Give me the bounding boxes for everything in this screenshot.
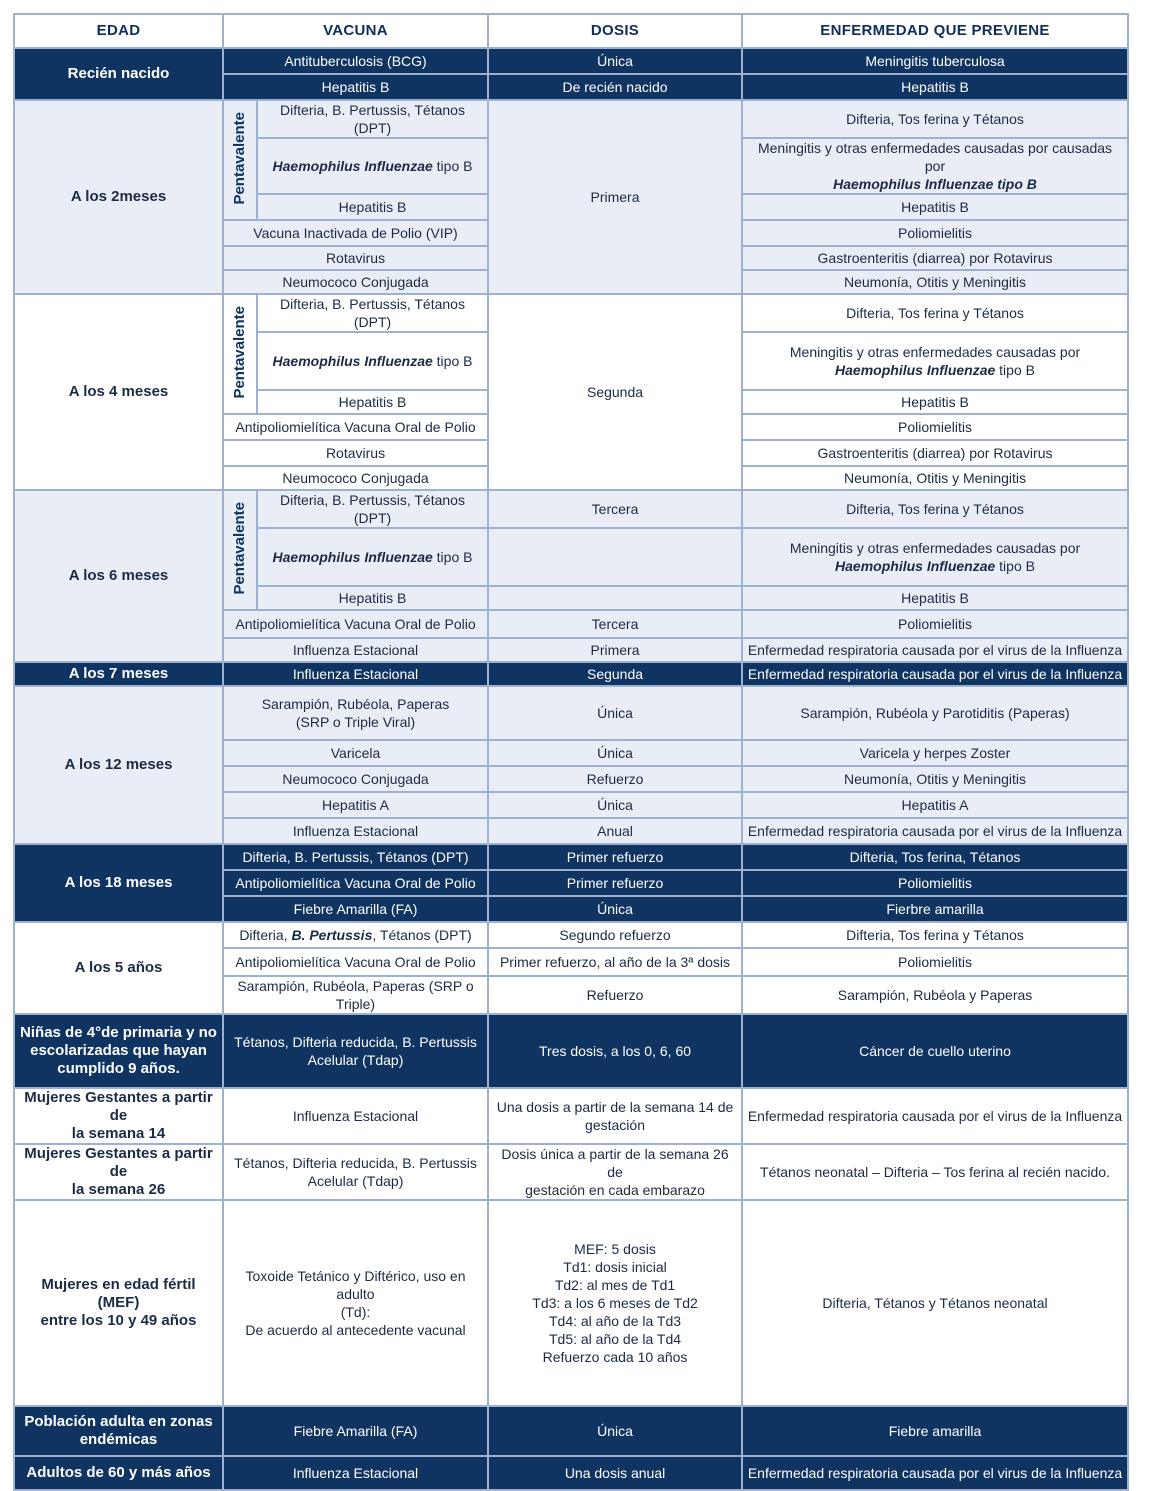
header-row <box>14 14 1128 48</box>
age-cell: Recién nacido <box>14 48 223 100</box>
vaccine-cell: Antipoliomielítica Vacuna Oral de Polio <box>223 414 488 440</box>
disease-cell: Hepatitis B <box>742 390 1128 414</box>
vaccine-cell: Fiebre Amarilla (FA) <box>223 1406 488 1456</box>
vaccine-cell: Tétanos, Difteria reducida, B. Pertussis Acelular (Tdap) <box>223 1144 488 1200</box>
disease-cell: Difteria, Tos ferina, Tétanos <box>742 844 1128 870</box>
table-row <box>14 100 1128 138</box>
disease-cell: Cáncer de cuello uterino <box>742 1014 1128 1088</box>
vaccine-cell: Neumococo Conjugada <box>223 466 488 490</box>
vaccine-cell: Influenza Estacional <box>223 638 488 662</box>
dose-cell: Refuerzo <box>488 976 742 1014</box>
dose-cell: Única <box>488 1406 742 1456</box>
pentavalente-label: Pentavalente <box>223 294 257 414</box>
table-row <box>14 922 1128 948</box>
vaccine-cell: Neumococo Conjugada <box>223 766 488 792</box>
disease-cell: Meningitis y otras enfermedades causadas por causadas por Haemophilus Influenzae tipo B <box>742 138 1128 194</box>
age-cell: A los 7 meses <box>14 662 223 686</box>
vaccine-cell: Influenza Estacional <box>223 1088 488 1144</box>
table-row <box>14 1406 1128 1456</box>
dose-cell: Dosis única a partir de la semana 26 de gestación en cada embarazo <box>488 1144 742 1200</box>
header-vacuna: VACUNA <box>223 14 488 48</box>
disease-cell: Enfermedad respiratoria causada por el virus de la Influenza <box>742 1456 1128 1490</box>
vaccine-cell: Vacuna Inactivada de Polio (VIP) <box>223 220 488 246</box>
vaccine-cell: Tétanos, Difteria reducida, B. Pertussis Acelular (Tdap) <box>223 1014 488 1088</box>
disease-cell: Neumonía, Otitis y Meningitis <box>742 270 1128 294</box>
vaccine-cell: Antipoliomielítica Vacuna Oral de Polio <box>223 870 488 896</box>
disease-cell: Enfermedad respiratoria causada por el virus de la Influenza <box>742 1088 1128 1144</box>
disease-cell: Meningitis tuberculosa <box>742 48 1128 74</box>
vaccine-cell: Antipoliomielítica Vacuna Oral de Polio <box>223 948 488 976</box>
disease-cell: Difteria, Tos ferina y Tétanos <box>742 922 1128 948</box>
dose-cell: Refuerzo <box>488 766 742 792</box>
vaccine-cell: Antipoliomielítica Vacuna Oral de Polio <box>223 610 488 638</box>
vaccine-cell: Varicela <box>223 740 488 766</box>
table-row <box>14 48 1128 74</box>
disease-cell: Poliomielitis <box>742 220 1128 246</box>
dose-cell <box>488 586 742 610</box>
disease-cell: Difteria, Tétanos y Tétanos neonatal <box>742 1200 1128 1406</box>
list-item: MEF: 5 dosis <box>574 1241 656 1257</box>
schedule-table <box>13 13 1129 1491</box>
disease-cell: Fierbre amarilla <box>742 896 1128 922</box>
vaccine-cell: Haemophilus Influenzae tipo B <box>257 332 488 390</box>
vaccine-cell: Hepatitis B <box>257 390 488 414</box>
dose-cell <box>488 528 742 586</box>
disease-cell: Neumonía, Otitis y Meningitis <box>742 766 1128 792</box>
age-cell: A los 12 meses <box>14 686 223 844</box>
dose-cell: Única <box>488 792 742 818</box>
dose-cell: Una dosis anual <box>488 1456 742 1490</box>
list-item: Td4: al año de la Td3 <box>548 1313 682 1329</box>
disease-cell: Hepatitis B <box>742 194 1128 220</box>
disease-cell: Varicela y herpes Zoster <box>742 740 1128 766</box>
dose-cell: Anual <box>488 818 742 844</box>
dose-cell: Primer refuerzo <box>488 870 742 896</box>
dose-cell: Tres dosis, a los 0, 6, 60 <box>488 1014 742 1088</box>
dose-cell: Primer refuerzo, al año de la 3ª dosis <box>488 948 742 976</box>
age-cell: A los 6 meses <box>14 490 223 662</box>
vaccine-cell: Difteria, B. Pertussis, Tétanos (DPT) <box>257 490 488 528</box>
table-row <box>14 686 1128 740</box>
vaccine-cell: Difteria, B. Pertussis, Tétanos (DPT) <box>223 922 488 948</box>
disease-cell: Poliomielitis <box>742 414 1128 440</box>
vaccine-cell: Hepatitis B <box>257 194 488 220</box>
vaccine-cell: Fiebre Amarilla (FA) <box>223 896 488 922</box>
disease-cell: Enfermedad respiratoria causada por el virus de la Influenza <box>742 638 1128 662</box>
dose-cell: Segundo refuerzo <box>488 922 742 948</box>
disease-cell: Neumonía, Otitis y Meningitis <box>742 466 1128 490</box>
age-cell: Mujeres en edad fértil (MEF) entre los 10 y 49 años <box>14 1200 223 1406</box>
age-cell: A los 2meses <box>14 100 223 294</box>
dose-cell: Primer refuerzo <box>488 844 742 870</box>
vaccine-cell: Neumococo Conjugada <box>223 270 488 294</box>
disease-cell: Meningitis y otras enfermedades causadas por Haemophilus Influenzae tipo B <box>742 332 1128 390</box>
dose-cell: Tercera <box>488 610 742 638</box>
table-row <box>14 662 1128 686</box>
vaccine-cell: Sarampión, Rubéola, Paperas (SRP o Triple) <box>223 976 488 1014</box>
vaccine-cell: Difteria, B. Pertussis, Tétanos (DPT) <box>257 100 488 138</box>
disease-cell: Enfermedad respiratoria causada por el virus de la Influenza <box>742 818 1128 844</box>
disease-cell: Difteria, Tos ferina y Tétanos <box>742 490 1128 528</box>
list-item: Td3: a los 6 meses de Td2 <box>532 1295 698 1311</box>
vaccine-cell: Influenza Estacional <box>223 818 488 844</box>
vaccine-cell: Toxoide Tetánico y Diftérico, uso en adulto (Td): De acuerdo al antecedente vacunal <box>223 1200 488 1406</box>
dose-cell: Única <box>488 686 742 740</box>
dose-cell: Primera <box>488 638 742 662</box>
table-row <box>14 1014 1128 1088</box>
disease-cell: Poliomielitis <box>742 870 1128 896</box>
vaccine-cell: Influenza Estacional <box>223 1456 488 1490</box>
table-row <box>14 1200 1128 1406</box>
vaccine-cell: Haemophilus Influenzae tipo B <box>257 528 488 586</box>
vaccine-cell: Haemophilus Influenzae tipo B <box>257 138 488 194</box>
header-edad: EDAD <box>14 14 223 48</box>
age-cell: Mujeres Gestantes a partir de la semana 14 <box>14 1088 223 1144</box>
table-row <box>14 1088 1128 1144</box>
age-cell: Niñas de 4°de primaria y no escolarizadas que hayan cumplido 9 años. <box>14 1014 223 1088</box>
disease-cell: Gastroenteritis (diarrea) por Rotavirus <box>742 246 1128 270</box>
vaccine-cell: Antituberculosis (BCG) <box>223 48 488 74</box>
vaccine-cell: Influenza Estacional <box>223 662 488 686</box>
dose-cell: Segunda <box>488 662 742 686</box>
vaccine-cell: Rotavirus <box>223 246 488 270</box>
dose-cell: Segunda <box>488 294 742 490</box>
vaccination-schedule <box>13 13 1127 1491</box>
header-enfermedad: ENFERMEDAD QUE PREVIENE <box>742 14 1128 48</box>
table-row <box>14 844 1128 870</box>
dose-cell: Primera <box>488 100 742 294</box>
list-item: Td5: al año de la Td4 <box>548 1331 682 1347</box>
disease-cell: Poliomielitis <box>742 610 1128 638</box>
disease-cell: Difteria, Tos ferina y Tétanos <box>742 100 1128 138</box>
disease-cell: Enfermedad respiratoria causada por el virus de la Influenza <box>742 662 1128 686</box>
header-dosis: DOSIS <box>488 14 742 48</box>
pentavalente-label: Pentavalente <box>223 100 257 220</box>
disease-cell: Difteria, Tos ferina y Tétanos <box>742 294 1128 332</box>
dose-cell: Única <box>488 48 742 74</box>
disease-cell: Hepatitis B <box>742 586 1128 610</box>
disease-cell: Hepatitis B <box>742 74 1128 100</box>
disease-cell: Fiebre amarilla <box>742 1406 1128 1456</box>
vaccine-cell: Hepatitis B <box>223 74 488 100</box>
pentavalente-label: Pentavalente <box>223 490 257 610</box>
disease-cell: Tétanos neonatal – Difteria – Tos ferina al recién nacido. <box>742 1144 1128 1200</box>
dose-cell: Tercera <box>488 490 742 528</box>
age-cell: A los 4 meses <box>14 294 223 490</box>
vaccine-cell: Hepatitis A <box>223 792 488 818</box>
list-item: Td2: al mes de Td1 <box>554 1277 676 1293</box>
vaccine-cell: Difteria, B. Pertussis, Tétanos (DPT) <box>223 844 488 870</box>
disease-cell: Sarampión, Rubéola y Parotiditis (Paperas) <box>742 686 1128 740</box>
list-item: Td1: dosis inicial <box>563 1259 667 1275</box>
vaccine-cell: Rotavirus <box>223 440 488 466</box>
disease-cell: Sarampión, Rubéola y Paperas <box>742 976 1128 1014</box>
dose-cell: Única <box>488 896 742 922</box>
vaccine-cell: Sarampión, Rubéola, Paperas (SRP o Triple Viral) <box>223 686 488 740</box>
dose-cell: De recién nacido <box>488 74 742 100</box>
list-item: Refuerzo cada 10 años <box>542 1349 688 1365</box>
disease-cell: Poliomielitis <box>742 948 1128 976</box>
dose-cell: Una dosis a partir de la semana 14 de gestación <box>488 1088 742 1144</box>
table-row <box>14 1456 1128 1490</box>
table-row <box>14 1144 1128 1200</box>
vaccine-cell: Difteria, B. Pertussis, Tétanos (DPT) <box>257 294 488 332</box>
table-row <box>14 490 1128 528</box>
age-cell: A los 5 años <box>14 922 223 1014</box>
disease-cell: Gastroenteritis (diarrea) por Rotavirus <box>742 440 1128 466</box>
age-cell: Población adulta en zonas endémicas <box>14 1406 223 1456</box>
table-row <box>14 294 1128 332</box>
dose-cell: Única <box>488 740 742 766</box>
age-cell: A los 18 meses <box>14 844 223 922</box>
vaccine-cell: Hepatitis B <box>257 586 488 610</box>
disease-cell: Meningitis y otras enfermedades causadas por Haemophilus Influenzae tipo B <box>742 528 1128 586</box>
age-cell: Mujeres Gestantes a partir de la semana 26 <box>14 1144 223 1200</box>
dose-list <box>488 1200 742 1406</box>
age-cell: Adultos de 60 y más años <box>14 1456 223 1490</box>
disease-cell: Hepatitis A <box>742 792 1128 818</box>
